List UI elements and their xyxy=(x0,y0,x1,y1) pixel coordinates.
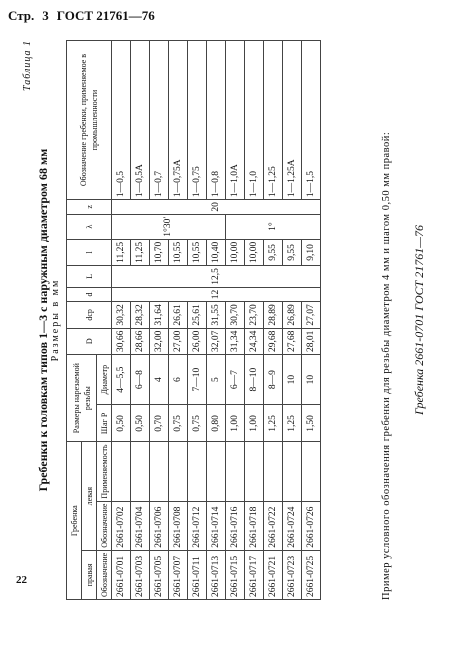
cell-dcp: 30,70 xyxy=(226,302,245,328)
cell-industry-code: 1—1,0А xyxy=(226,41,245,200)
cell-dcp: 25,61 xyxy=(188,302,207,328)
page-header xyxy=(8,8,155,24)
cell-left-code: 2661-0714 xyxy=(207,501,226,550)
cell-industry-code: 1—1,5 xyxy=(302,41,321,200)
table-row xyxy=(283,41,302,600)
cell-pitch: 0,50 xyxy=(112,405,131,442)
cell-diameter: 7—10 xyxy=(188,354,207,404)
cell-left-code: 2661-0722 xyxy=(264,501,283,550)
example-designation: Гребенка 2661-0701 ГОСТ 21761—76 xyxy=(412,225,426,415)
cell-z: 20 xyxy=(112,200,321,215)
cell-D: 29,68 xyxy=(264,328,283,354)
cell-dcp: 27,07 xyxy=(302,302,321,328)
units-caption: Размеры в мм xyxy=(50,278,61,362)
table-row xyxy=(150,41,169,600)
cell-industry-code: 1—0,5А xyxy=(131,41,150,200)
example-note: Пример условного обозначения гребенки для резьбы диаметром 4 мм и шагом 0,50 мм правой: xyxy=(381,131,392,600)
left-header: левая xyxy=(82,442,97,550)
col-industry-header: Обозначение гребенки, применяемое в промышленности xyxy=(67,41,112,200)
cell-right-code: 2661-0705 xyxy=(150,550,169,599)
cell-pitch: 1,25 xyxy=(283,405,302,442)
col-l-header: l xyxy=(67,239,112,265)
cell-l: 10,55 xyxy=(169,239,188,265)
cell-right-code: 2661-0715 xyxy=(226,550,245,599)
cell-dcp: 31,64 xyxy=(150,302,169,328)
cell-D: 28,66 xyxy=(131,328,150,354)
table-row xyxy=(169,41,188,600)
cell-pitch: 0,70 xyxy=(150,405,169,442)
cell-d: 12 xyxy=(112,287,321,302)
cell-right-code: 2661-0723 xyxy=(283,550,302,599)
diam-header: Диаметр xyxy=(97,354,112,404)
cell-right-code: 2661-0717 xyxy=(245,550,264,599)
table-row xyxy=(207,41,226,600)
cell-l: 10,40 xyxy=(207,239,226,265)
col-lambda-header: λ xyxy=(67,214,112,239)
cell-applicability xyxy=(264,442,283,501)
table-row xyxy=(302,41,321,600)
cell-right-code: 2661-0701 xyxy=(112,550,131,599)
cell-l: 9,55 xyxy=(264,239,283,265)
cell-left-code: 2661-0706 xyxy=(150,501,169,550)
table-row xyxy=(188,41,207,600)
table-row xyxy=(245,41,264,600)
cell-applicability xyxy=(188,442,207,501)
cell-pitch: 1,00 xyxy=(226,405,245,442)
cell-pitch: 1,50 xyxy=(302,405,321,442)
cell-l: 10,00 xyxy=(226,239,245,265)
cell-left-code: 2661-0712 xyxy=(188,501,207,550)
cell-l: 9,55 xyxy=(283,239,302,265)
cell-right-code: 2661-0713 xyxy=(207,550,226,599)
col-z-header: z xyxy=(67,200,112,215)
table-title: Гребенки к головкам типов 1—3 с наружным диаметром 68 мм xyxy=(36,148,50,492)
cell-industry-code: 1—0,75 xyxy=(188,41,207,200)
cell-industry-code: 1—1,25 xyxy=(264,41,283,200)
cell-applicability xyxy=(245,442,264,501)
cell-diameter: 5 xyxy=(207,354,226,404)
cell-diameter: 10 xyxy=(302,354,321,404)
cell-diameter: 6—8 xyxy=(131,354,150,404)
cell-right-code: 2661-0721 xyxy=(264,550,283,599)
cell-right-code: 2661-0703 xyxy=(131,550,150,599)
cell-D: 28,01 xyxy=(302,328,321,354)
cell-left-code: 2661-0704 xyxy=(131,501,150,550)
table-number: Таблица 1 xyxy=(22,40,33,91)
cell-L: 12,5 xyxy=(112,266,321,288)
col-D-header: D xyxy=(67,328,112,354)
standard-code: ГОСТ 21761—76 xyxy=(56,8,155,23)
page-label: Стр. xyxy=(8,8,35,23)
cell-industry-code: 1—0,75А xyxy=(169,41,188,200)
cell-pitch: 1,25 xyxy=(264,405,283,442)
cell-right-code: 2661-0707 xyxy=(169,550,188,599)
cell-diameter: 6 xyxy=(169,354,188,404)
cell-D: 31,34 xyxy=(226,328,245,354)
cell-applicability xyxy=(283,442,302,501)
cell-diameter: 8—9 xyxy=(264,354,283,404)
data-table xyxy=(66,40,321,600)
cell-industry-code: 1—0,7 xyxy=(150,41,169,200)
cell-D: 32,00 xyxy=(150,328,169,354)
cell-applicability xyxy=(169,442,188,501)
cell-left-code: 2661-0724 xyxy=(283,501,302,550)
cell-right-code: 2661-0725 xyxy=(302,550,321,599)
cell-pitch: 0,75 xyxy=(188,405,207,442)
page-no: 3 xyxy=(42,8,49,23)
cell-dcp: 31,55 xyxy=(207,302,226,328)
cell-l: 11,25 xyxy=(112,239,131,265)
cell-diameter: 4—5,5 xyxy=(112,354,131,404)
cell-lambda-2: 1° xyxy=(226,214,321,239)
cell-left-code: 2661-0718 xyxy=(245,501,264,550)
cell-l: 10,00 xyxy=(245,239,264,265)
cell-right-code: 2661-0711 xyxy=(188,550,207,599)
table-row xyxy=(226,41,245,600)
cell-D: 27,68 xyxy=(283,328,302,354)
cell-D: 30,66 xyxy=(112,328,131,354)
cell-D: 26,00 xyxy=(188,328,207,354)
cell-diameter: 8—10 xyxy=(245,354,264,404)
right-header: правая xyxy=(82,550,97,599)
cell-dcp: 26,89 xyxy=(283,302,302,328)
cell-applicability xyxy=(302,442,321,501)
table-body xyxy=(112,41,321,600)
col-dcp-header: dср xyxy=(67,302,112,328)
rotated-table-sheet xyxy=(22,40,442,600)
cell-industry-code: 1—0,8 xyxy=(207,41,226,200)
page-number: 22 xyxy=(16,574,27,586)
cell-l: 9,10 xyxy=(302,239,321,265)
cell-dcp: 30,32 xyxy=(112,302,131,328)
shag-header: Шаг P xyxy=(97,405,112,442)
cell-dcp: 26,61 xyxy=(169,302,188,328)
cell-lambda-1: 1°30′ xyxy=(112,214,226,239)
col-L-header: L xyxy=(67,266,112,288)
thread-size-header: Размеры нарезаемой резьбы xyxy=(67,354,97,441)
cell-applicability xyxy=(112,442,131,501)
cell-dcp: 23,70 xyxy=(245,302,264,328)
col-d-header: d xyxy=(67,287,112,302)
cell-left-code: 2661-0726 xyxy=(302,501,321,550)
grebenka-header: Гребенка xyxy=(67,442,82,600)
cell-diameter: 6—7 xyxy=(226,354,245,404)
cell-applicability xyxy=(131,442,150,501)
cell-left-code: 2661-0702 xyxy=(112,501,131,550)
cell-pitch: 0,50 xyxy=(131,405,150,442)
cell-pitch: 1,00 xyxy=(245,405,264,442)
oboz-left-header: Обозначение xyxy=(97,501,112,550)
cell-applicability xyxy=(150,442,169,501)
cell-industry-code: 1—0,5 xyxy=(112,41,131,200)
cell-pitch: 0,75 xyxy=(169,405,188,442)
cell-pitch: 0,80 xyxy=(207,405,226,442)
cell-dcp: 28,89 xyxy=(264,302,283,328)
cell-diameter: 10 xyxy=(283,354,302,404)
table-row xyxy=(264,41,283,600)
cell-l: 10,70 xyxy=(150,239,169,265)
cell-D: 32,07 xyxy=(207,328,226,354)
cell-D: 24,34 xyxy=(245,328,264,354)
cell-left-code: 2661-0708 xyxy=(169,501,188,550)
cell-left-code: 2661-0716 xyxy=(226,501,245,550)
cell-industry-code: 1—1,0 xyxy=(245,41,264,200)
cell-D: 27,00 xyxy=(169,328,188,354)
cell-applicability xyxy=(207,442,226,501)
cell-l: 11,25 xyxy=(131,239,150,265)
cell-applicability xyxy=(226,442,245,501)
oboz-right-header: Обозначение xyxy=(97,550,112,599)
cell-diameter: 4 xyxy=(150,354,169,404)
table-row xyxy=(131,41,150,600)
cell-l: 10,55 xyxy=(188,239,207,265)
cell-industry-code: 1—1,25А xyxy=(283,41,302,200)
cell-dcp: 28,32 xyxy=(131,302,150,328)
table-row xyxy=(112,41,131,600)
prim-header: Применяемость xyxy=(97,442,112,501)
